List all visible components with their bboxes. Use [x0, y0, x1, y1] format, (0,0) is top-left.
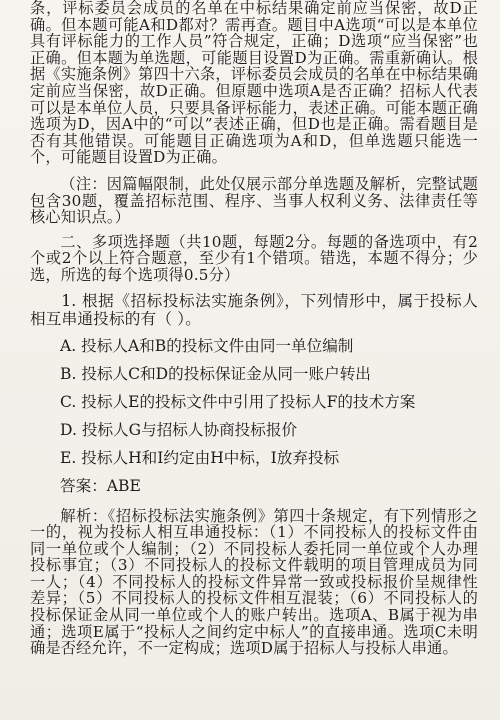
option-e: E. 投标人H和I约定由H中标，I放弃投标 [60, 448, 340, 467]
spacer [30, 284, 478, 292]
options-list [30, 332, 478, 472]
note-text: （注：因篇幅限制，此处仅展示部分单选题及解析，完整试题包含30题，覆盖招标范围、程序、当事人权利义务、法律责任等核心知识点。） [30, 174, 478, 227]
option-a: A. 投标人A和B的投标文件由同一单位编制 [60, 336, 354, 355]
answer-text: 答案：ABE [60, 476, 141, 495]
question-stem: 1. 根据《招标投标法实施条例》，下列情形中，属于投标人相互串通投标的有（ ）。 [30, 291, 478, 328]
option-c: C. 投标人E的投标文件中引用了投标人F的技术方案 [60, 392, 416, 411]
option-b: B. 投标人C和D的投标保证金从同一账户转出 [60, 364, 371, 383]
analysis-text-top: 条，评标委员会成员的名单在中标结果确定前应当保密，故D正确。但本题可能A和D都对？需再查。题目中A选项“可以是本单位具有评标能力的工作人员”符合规定，正确；D选项“应当保密”也正确。但本题为单选题，可能题目设置D为正确。需重新确认。根据《实施条例》第四十六条，评标委员会成员的名单在中标结果确定前应当保密，故D正确。但原题中选项A是否正确？招标人代表可以是本单位人员，只要具备评标能力，表述正确。可能本题正确选项为D，因A中的“可以”表述正确，但D也是正确。需看题目是否有其他错误。可能题目正确选项为A和D，但单选题只能选一个，可能题目设置D为正确。 [30, 0, 478, 167]
section-title: 二、多项选择题（共10题，每题2分。每题的备选项中，有2个或2个以上符合题意，至少有1个错项。错选，本题不得分；少选，所选的每个选项得0.5分） [30, 232, 478, 284]
analysis-text-bottom: 解析：《招标投标法实施条例》第四十条规定，有下列情形之一的，视为投标人相互串通投标：（1）不同投标人的投标文件由同一单位或个人编制；（2）不同投标人委托同一单位或个人办理投标事宜；（3）不同投标人的投标文件载明的项目管理成员为同一人；（4）不同投标人的投标文件异常一致或投标报价呈规律性差异；（5）不同投标人的投标文件相互混装；（6）不同投标人的投标保证金从同一单位或个人的账户转出。选项A、B属于视为串通；选项E属于“投标人之间约定中标人”的直接串通。选项C未明确是否经允许，不一定构成；选项D属于招标人与投标人串通。 [30, 506, 478, 658]
option-d: D. 投标人G与招标人协商投标报价 [60, 420, 298, 439]
